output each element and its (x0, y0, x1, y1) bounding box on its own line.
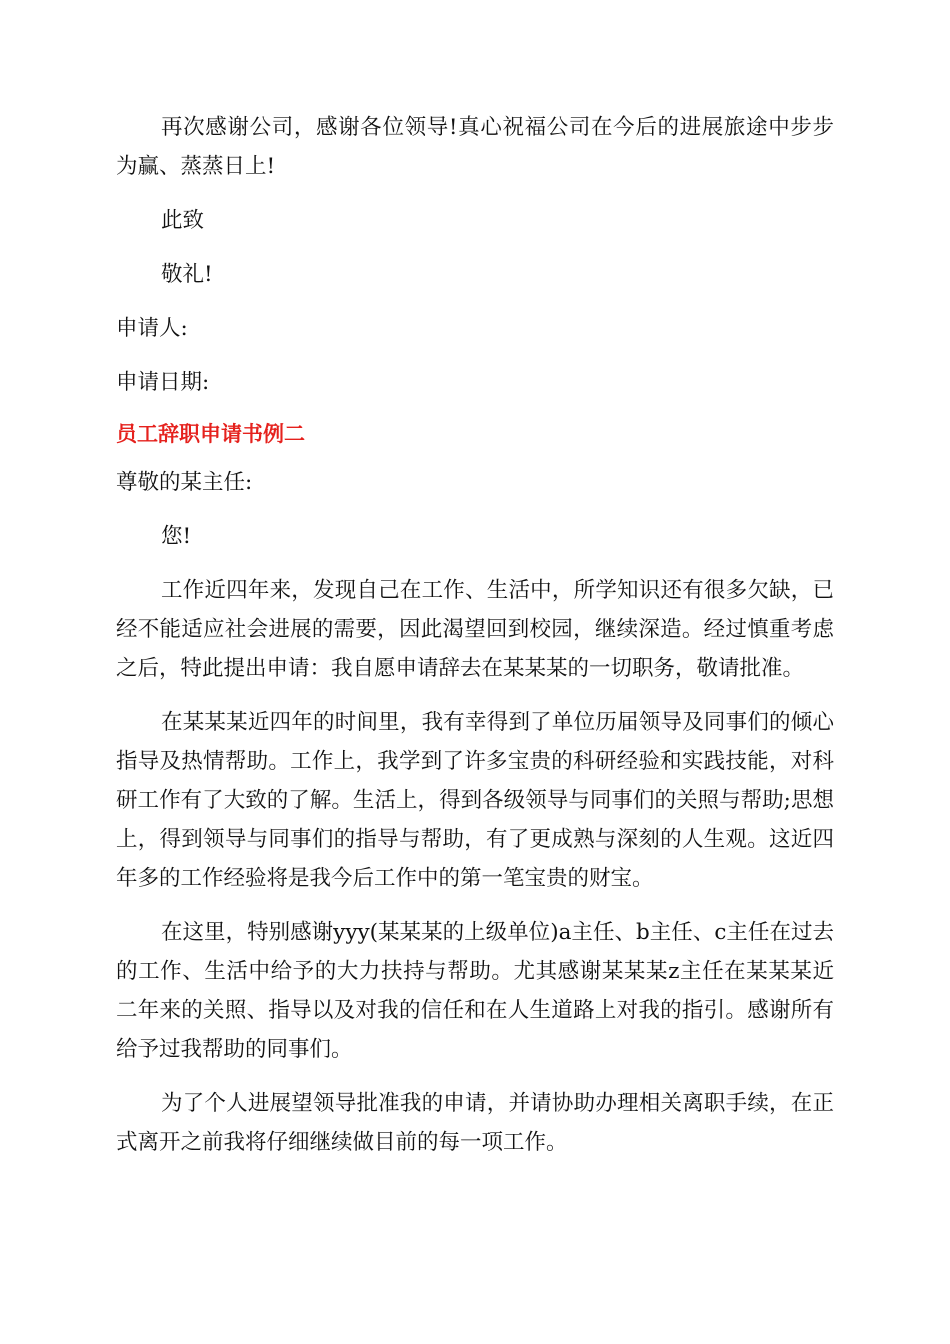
closing-phrase-2: 敬礼! (161, 262, 213, 287)
date-label: 申请日期: (116, 370, 210, 395)
salutation: 尊敬的某主任: (116, 470, 253, 495)
body-paragraph-3: 在这里，特别感谢yyy(某某某的上级单位)a主任、b主任、c主任在过去的工作、生活中给予的大力扶持与帮助。尤其感谢某某某z主任在某某某近二年来的关照、指导以及对我的信任和在人生道路上对我的指引。感谢所有给予过我帮助的同事们。 (116, 920, 834, 1062)
body-paragraph-1: 工作近四年来，发现自己在工作、生活中，所学知识还有很多欠缺，已经不能适应社会进展的需要，因此渴望回到校园，继续深造。经过慎重考虑之后，特此提出申请：我自愿申请辞去在某某某的一切职务，敬请批准。 (116, 578, 834, 681)
body-paragraph-4: 为了个人进展望领导批准我的申请，并请协助办理相关离职手续，在正式离开之前我将仔细继续做目前的每一项工作。 (116, 1091, 834, 1155)
applicant-label: 申请人: (116, 316, 188, 341)
closing-phrase-1: 此致 (161, 208, 205, 233)
greeting: 您! (161, 524, 192, 549)
body-paragraph-2: 在某某某近四年的时间里，我有幸得到了单位历届领导及同事们的倾心指导及热情帮助。工作上，我学到了许多宝贵的科研经验和实践技能，对科研工作有了大致的了解。生活上，得到各级领导与同事们的关照与帮助;思想上，得到领导与同事们的指导与帮助，有了更成熟与深刻的人生观。这近四年多的工作经验将是我今后工作中的第一笔宝贵的财宝。 (116, 710, 834, 891)
closing-paragraph: 再次感谢公司，感谢各位领导!真心祝福公司在今后的进展旅途中步步为赢、蒸蒸日上! (116, 115, 834, 179)
section-heading: 员工辞职申请书例二 (116, 422, 305, 446)
document-page (116, 108, 834, 1177)
